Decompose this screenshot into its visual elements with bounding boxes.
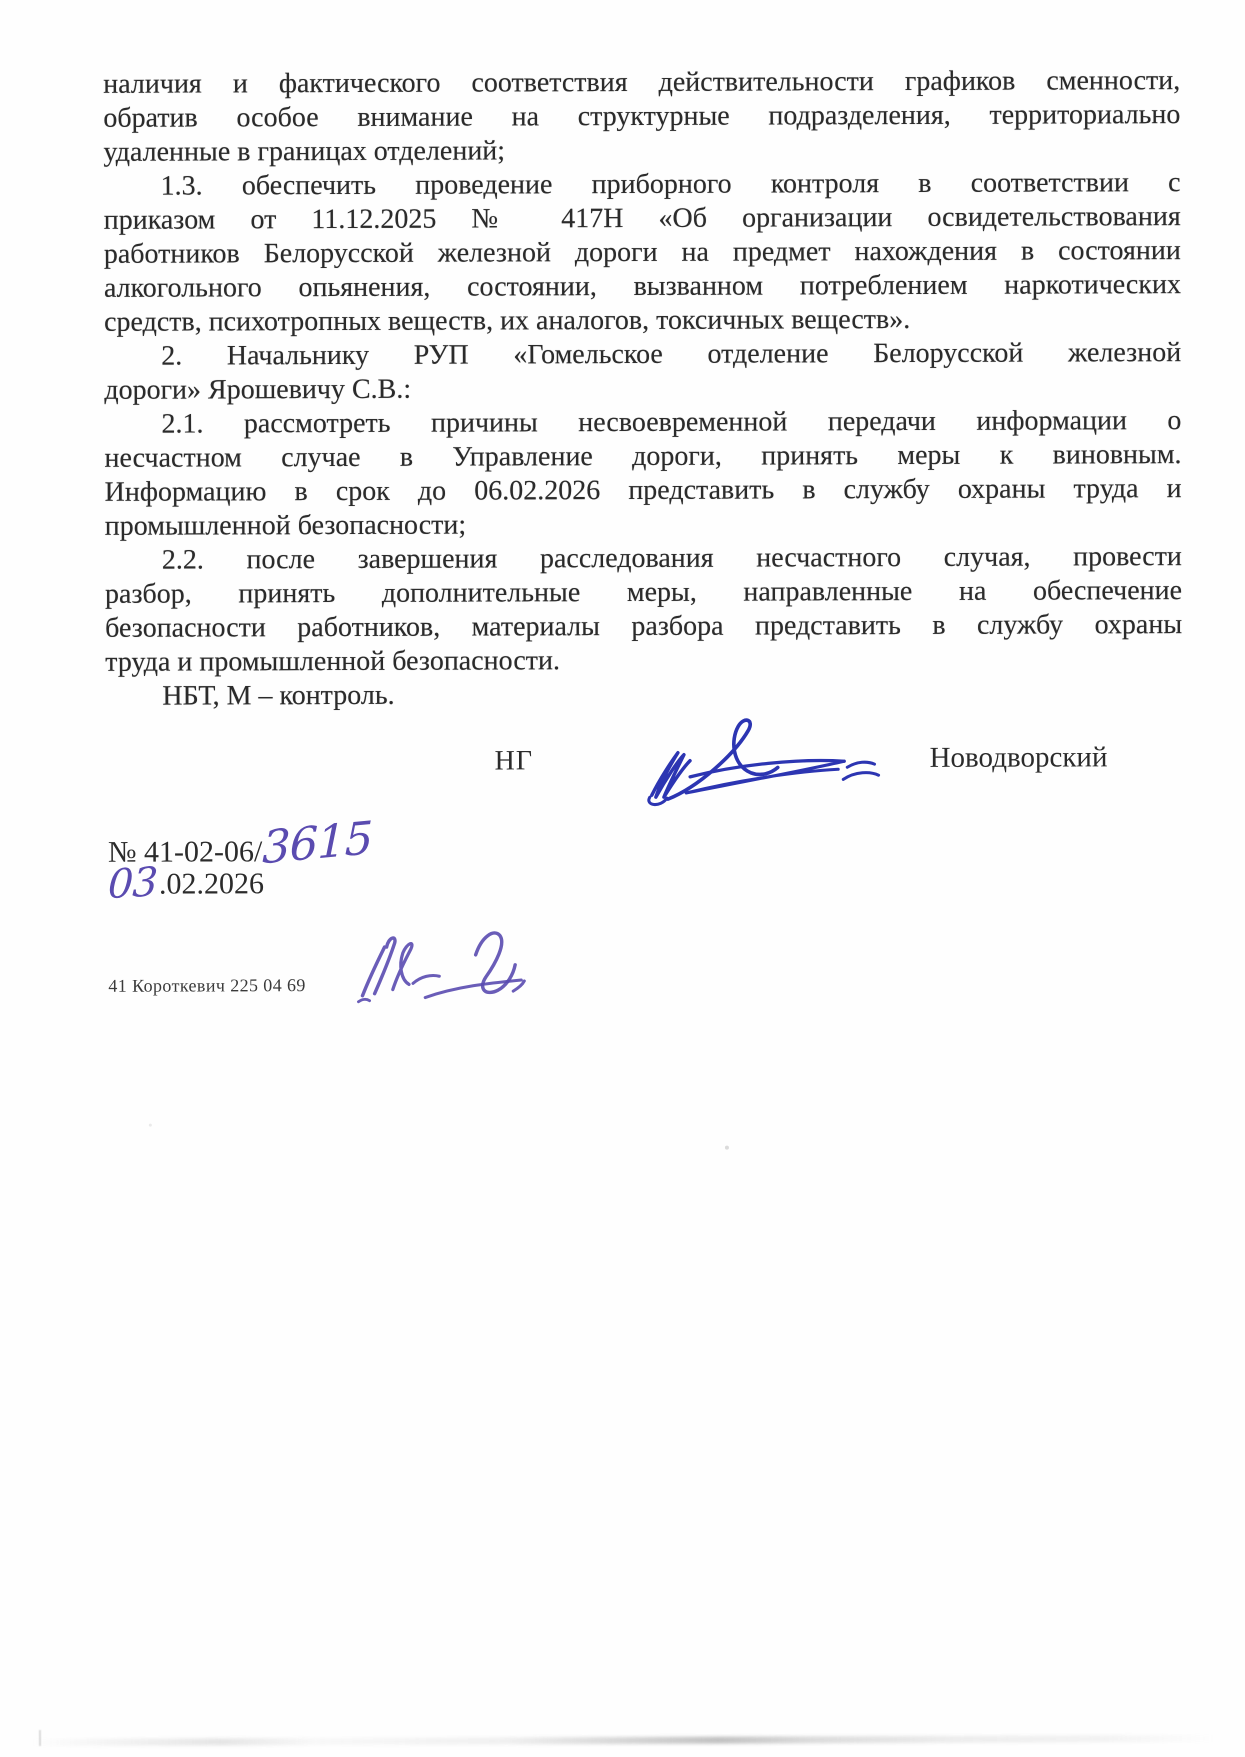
text-line: 2.2. после завершения расследования несчастного случая, провести xyxy=(161,541,1182,576)
signer-position-code: НГ xyxy=(494,745,534,777)
outgoing-date-line xyxy=(106,859,264,909)
text-line: 2. Начальнику РУП «Гомельское отделение Белорусской железной xyxy=(161,337,1182,372)
text-line: приказом от 11.12.2025 № 417Н «Об организации освидетельствования xyxy=(103,201,1181,236)
text-line: несчастном случае в Управление дороги, принять меры к виновным. xyxy=(104,439,1182,474)
text-line: 1.3. обеспечить проведение приборного контроля в соответствии с xyxy=(160,167,1181,202)
text-line: НБТ, М – контроль. xyxy=(162,679,395,712)
text-line: обратив особое внимание на структурные подразделения, территориально xyxy=(103,99,1181,134)
text-line: средств, психотропных веществ, их аналогов, токсичных веществ». xyxy=(104,303,911,338)
signer-name: Новодворский xyxy=(929,741,1108,774)
text-line: труда и промышленной безопасности. xyxy=(105,645,561,678)
outgoing-number-handwritten: 3615 xyxy=(262,811,374,875)
text-line: разбор, принять дополнительные меры, направленные на обеспечение xyxy=(104,575,1183,610)
text-line: промышленной безопасности; xyxy=(104,509,467,542)
letter-body xyxy=(103,64,1182,714)
executor-contact-line: 41 Короткевич 225 04 69 xyxy=(108,975,306,996)
text-line: 2.1. рассмотреть причины несвоевременной передачи информации о xyxy=(161,405,1182,440)
text-line: алкогольного опьянения, состоянии, вызванном потреблением наркотических xyxy=(103,269,1181,304)
text-line: работников Белорусской железной дороги на предмет нахождения в состоянии xyxy=(103,235,1181,270)
korotkevich-signature-icon xyxy=(356,926,528,1013)
outgoing-number-prefix: № 41-02-06/ xyxy=(107,835,263,869)
scan-speck xyxy=(725,1146,729,1150)
text-line: безопасности работников, материалы разбора представить в службу охраны xyxy=(105,609,1183,644)
date-day-handwritten: 03 xyxy=(106,859,159,909)
date-printed-rest: .02.2026 xyxy=(158,867,264,901)
text-line: наличия и фактического соответствия действительности графиков сменности, xyxy=(103,65,1181,100)
scan-speck xyxy=(149,1124,152,1127)
novodvorsky-signature-icon xyxy=(637,715,889,810)
text-line: Информацию в срок до 06.02.2026 представить в службу охраны труда и xyxy=(104,473,1182,508)
text-line: дороги» Ярошевичу С.В.: xyxy=(104,373,412,406)
text-line: удаленные в границах отделений; xyxy=(103,135,506,168)
scan-bleedthrough-smudge xyxy=(31,1735,1216,1746)
